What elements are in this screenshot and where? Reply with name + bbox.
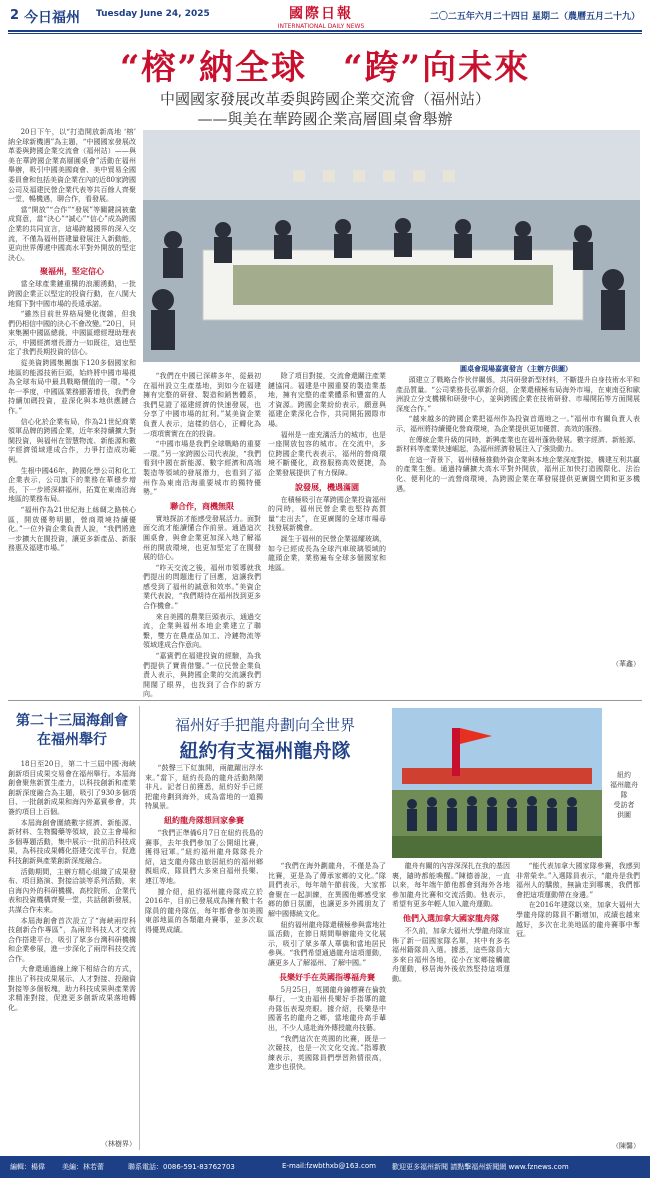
column-divider	[139, 706, 140, 1150]
caption-line: 紐約	[617, 771, 631, 779]
footer-editor: 編輯：楊偉	[10, 1163, 45, 1171]
story3-byline: （陳馨）	[612, 1142, 640, 1150]
caption-line: 福州龍舟	[610, 781, 638, 789]
date-en: Tuesday June 24, 2025	[96, 9, 210, 19]
lead-photo	[143, 130, 640, 362]
lead-headline: “榕”納全球 “跨”向未來	[119, 48, 531, 88]
masthead-logo	[273, 3, 369, 30]
story3-column-4	[516, 862, 640, 1142]
paragraph: 在這一背景下，福州積極推動外資企業與本地企業深度對接，構建互利共贏的產業生態。通過持續擴大高水平對外開放，福州正加快打造國際化、法治化、便利化的一流營商環境，為跨國企業在華發展提供更廣闊空間和更多機遇。	[396, 455, 640, 493]
story3-column-1	[145, 764, 263, 1152]
story2-title-line2: 在福州舉行	[37, 732, 107, 748]
paragraph: “越來越多的跨國企業把福州作為投資首選地之一。”福州市有關負責人表示，福州將持續優化營商環境，為企業提供更加優質、高效的服務。	[396, 415, 640, 433]
paragraph: “我們在中國已深耕多年，從最初在福州設立生產基地，到如今在福建擁有完整的研發、製造和銷售體系，我們見證了福建經濟的快速發展，也分享了中國市場的紅利。”某美資企業負責人表示，這樣的信心，正轉化為一項項實實在在的投資。	[143, 372, 261, 438]
page-number: 2	[10, 8, 20, 23]
paragraph: 在傳統企業升級的同時，新興產業也在福州蓬勃發展。數字經濟、新能源、新材料等產業快速崛起，為福州經濟發展注入了強勁動力。	[396, 435, 640, 454]
footer-designer: 美編：林若蕾	[62, 1163, 104, 1171]
paragraph: “我們在海外劃龍舟，不僅是為了比賽，更是為了傳承家鄉的文化。”隊員們表示，每年端午節前後，大家都會聚在一起訓練，在異國他鄉感受家鄉的節日氛圍，也讓更多外國朋友了解中國傳統文化。	[268, 862, 386, 918]
story2-body	[8, 760, 136, 1148]
lead-column-4	[396, 376, 640, 658]
lead-column-3	[268, 372, 386, 672]
story3-subhead-2: 長樂好手在英國指導福舟賽	[279, 971, 375, 982]
paragraph: “嘉賓們在福建投資的經驗，為我們提供了寶貴借鑒。”一位民營企業負責人表示，與跨國企業的交流讓我們開闊了眼界，也找到了合作的新方向。	[143, 652, 261, 699]
lead-subhead-1: 聚福州，堅定信心	[40, 266, 104, 277]
paragraph: 在積極吸引在華跨國企業投資福州的同時，福州民營企業也堅持高質量“走出去”，在更廣闊的全球市場尋找發展新機會。	[268, 495, 386, 533]
lead-column-2	[143, 372, 261, 699]
paragraph: 當全球產業鏈重構的浪潮湧動，一批跨國企業正以堅定的投資行動，在八閩大地寫下對中國市場的長遠承諾。	[8, 280, 136, 308]
paragraph: 紐約福州龍舟隊還積極參與當地社區活動，在節日期間舉辦龍舟文化展示，吸引了眾多華人華僑和當地居民參與。“我們希望通過龍舟這項運動，讓更多人了解福州、了解中國。”	[268, 920, 386, 967]
lead-photo-caption: 圓桌會現場嘉賓發言（主辦方供圖）	[460, 364, 572, 373]
paragraph: 在2016年建隊以來，加拿大福州大學龍舟隊的隊員不斷增加，成績也越來越好，多次在北美地區的龍舟賽事中奪冠。	[516, 901, 640, 939]
footer-email: E-mail:fzwbthxb@163.com	[282, 1162, 376, 1170]
story3-column-3	[392, 862, 510, 1152]
caption-line: 供圖	[617, 811, 631, 819]
conference-photo-drawing	[143, 130, 640, 362]
story3-column-2	[268, 862, 386, 1152]
paragraph: 本屆海創會首次設立了“海峽兩岸科技創新合作專區”，為兩岸科技人才交流合作搭建平台，吸引了眾多台灣科研機構和企業參展，進一步深化了兩岸科技交流合作。	[8, 916, 136, 963]
paragraph: “我們這次在英國的比賽，既是一次競技，也是一次文化交流。”指導教練表示，英國隊員們學習熱情很高，進步也很快。	[268, 1034, 386, 1072]
paragraph: 據介紹，紐約福州龍舟隊成立於2016年，目前已發展成為擁有數十名隊員的龍舟隊伍，每年都會參加美國東部地區的各類龍舟賽事，並多次取得優異成績。	[145, 887, 263, 934]
footer-bar	[0, 1156, 650, 1178]
story3-kicker: 福州好手把龍舟劃向全世界	[174, 716, 355, 734]
paragraph: 從美資跨國集團旗下120多個國家和地區的能源技術巨頭，始終將中國市場視為全球布局中最具戰略價值的一環。“今年一季度，中國區業務顯著增長，我們會持續加碼投資，並深化與本地供應鏈合作。”	[8, 359, 136, 416]
story2-title-line1: 第二十三屆海創會	[16, 713, 128, 729]
lead-subhead-3: 說發展，機遇滿園	[295, 481, 359, 492]
lead-byline: （華鑫）	[612, 660, 640, 668]
header-rule-thin	[8, 33, 642, 34]
story3-subhead-1: 紐約龍舟隊想回家參賽	[164, 814, 244, 825]
paragraph: “能代表加拿大國家隊參賽，我感到非常榮幸。”入選隊員表示，“龍舟是我們福州人的驕傲，無論走到哪裏，我們都會把這項運動帶在身邊。”	[516, 862, 640, 899]
story3-photo-caption	[606, 770, 642, 820]
paragraph: 大會還通過線上線下相結合的方式，推出了科技成果展示、人才對接、投融資對接等多個板塊，助力科技成果與產業需求精准對接，促進更多創新成果落地轉化。	[8, 965, 136, 1012]
paragraph: 活動期間，主辦方精心組織了成果發布、項目路演、對接洽談等系列活動，來自海內外的科研機構、高校院所、企業代表和投資機構齊聚一堂，共話創新發展，共謀合作未來。	[8, 867, 136, 914]
paragraph: 不久前，加拿大福州大學龍舟隊宣佈了新一屆國家隊名單，其中有多名福州籍隊員入選。據悉，這些隊員大多來自福州各地，從小在家鄉接觸龍舟運動，移居海外後依然堅持這項運動。	[392, 926, 510, 983]
paragraph: “雖然目前世界格局變化復雜，但我們仍相信中國的決心不會改變。”20日，貝來集團中國區總裁、中國區總經理助理表示，中國經濟增長潛力一如既往，這也堅定了我們長期投資的信心。	[8, 310, 136, 357]
paragraph: 實地探訪才能感受發展活力。面對面交流才能讀懂合作前景。通過這次圓桌會，與會企業更加深入地了解福州的開放環境，也更加堅定了在閩發展的信心。	[143, 514, 261, 562]
paragraph: 當“開放”“合作”“發展”等關鍵詞被彙成寫意，當“決心”“誠心”“信心”成為跨國企業的共同宣言，這場跨越國界的深入交流，不僅為福州搭建量發展注入新動能，更向世界傳遞中國高水平對外開放的堅定決心。	[8, 205, 136, 262]
lead-subhead-2: 聯合作，商機無限	[170, 500, 234, 511]
lead-column-1	[8, 128, 136, 688]
story2-title	[8, 712, 136, 750]
footer-phone: 聯系電話：0086-591-83762703	[128, 1163, 235, 1171]
caption-line: 隊	[620, 791, 628, 799]
lead-subtitle-1: 中國國家發展改革委與跨國企業交流會（福州站）	[159, 90, 490, 108]
paragraph: 除了項目對接，交流會還關注產業鏈協同。福建是中國重要的製造業基地，擁有完整的產業體系和豐富的人才資源。跨國企業紛紛表示，願意與福建企業深化合作，共同開拓國際市場。	[268, 372, 386, 428]
section-divider	[8, 700, 642, 701]
lead-subtitle-2: ——與美在華跨國企業高層圓桌會舉辦	[197, 110, 453, 128]
date-cn: 二〇二五年六月二十四日 星期二（農曆五月二十九）	[429, 12, 640, 22]
story3-subhead-3: 他們入選加拿大國家龍舟隊	[403, 912, 499, 923]
paragraph: “中國市場是我們全球戰略的重要一環。”另一家跨國公司代表說，“我們看到中國在新能源、數字經濟和高端製造等領域的發展潛力，也看到了福州作為東南沿海重要城市的獨特優勢。”	[143, 440, 261, 497]
paragraph: 生根中國46年，跨國化學公司和化工企業表示，公司旗下的業務在華穩步增長，下一步將深耕福州，拓寬在東南沿海地區的業務布局。	[8, 466, 136, 504]
paragraph: 誕生于福州的民營企業福耀玻璃，如今已經成長為全球汽車玻璃領域的龍頭企業，業務遍布全球多個國家和地區。	[268, 534, 386, 572]
paragraph: 龍舟有關的內容深深扎在我的基因裏，隨時都能喚醒。”陳德善說，一直以來，每年端午節他都會到海外各地參加龍舟比賽和交流活動。他表示，希望有更多年輕人加入龍舟運動。	[392, 862, 510, 909]
story3-headline: 紐約有支福州龍舟隊	[179, 740, 351, 762]
logo-cn: 國際日報	[289, 6, 353, 22]
paragraph: 福州是一座充滿活力的城市，也是一座開放包容的城市。在交流中，多位跨國企業代表表示，福州的營商環境不斷優化，政務服務高效便捷，為企業發展提供了有力保障。	[268, 430, 386, 477]
paragraph: 來自美國的農業巨頭表示，通過交流，企業與福州本地企業建立了聯繫，雙方在農產品加工、冷鏈物流等領域達成合作意向。	[143, 612, 261, 650]
paragraph: 頭建立了戰略合作伙伴關係，共同研發新型材料，不斷提升自身技術水平和產品質量。“公司業務長弘單新介紹，企業還積極布局海外市場，在東南亞和歐洲設立分支機構和研發中心，並與跨國企業在技術研發、市場開拓等方面開展深度合作。”	[396, 376, 640, 413]
footer-slogan: 歡迎更多福州新聞 請點擊福州新聞網 www.fznews.com	[392, 1163, 569, 1171]
paragraph: 本屆海創會圍繞數字經濟、新能源、新材料、生物醫藥等領域，設立主會場和多個專題活動，集中展示一批前沿科技成果，為科技成果轉化搭建交流平台，促進科技創新與產業創新深度融合。	[8, 818, 136, 865]
paragraph: “我們正準備6月7日在紐約長島的賽事，去年我們參加了公開組比賽，獲得冠軍。”紐約福州龍舟隊隊長介紹，這支龍舟隊由旅居紐約的福州鄉親組成，隊員們大多來自福州長樂、連江等地。	[145, 828, 263, 885]
logo-en: INTERNATIONAL DAILY NEWS	[277, 23, 365, 30]
header-rule	[8, 30, 642, 32]
paragraph: 20日下午，以“打造開放新高地 ‘榕’ 納全球新機遇”為主題，“中國國家發展改革委與跨國企業交流會（福州站）——與美在華跨國企業高層圓桌會”活動在福州舉辦，吸引中國美國商會、美中貿易全國委員會和包括美資企業在內的近80家跨國公司及福建民營企業代表等共百餘人齊聚一堂，暢機遇，聊合作，看發展。	[8, 128, 136, 204]
paragraph: “昨天交流之後，福州市領導就我們提出的問題進行了回應，這讓我們感受到了福州的誠意和效率。”美資企業代表說，“我們期待在福州找到更多合作機會。”	[143, 563, 261, 611]
section-name: 今日福州	[24, 10, 80, 26]
paragraph: 18日至20日，第二十三屆中國·海峽創新項目成果交易會在福州舉行。本屆海創會聚焦新質生產力，以科技創新和產業創新深度融合為主題，吸引了930多個項目、一批創新成果和海內外嘉賓參會，共簽約項目上百個。	[8, 760, 136, 816]
story3-photo	[392, 708, 602, 858]
story2-byline: （林樹界）	[101, 1140, 136, 1148]
caption-line: 受訪者	[613, 801, 635, 809]
dragon-boat-team-photo	[392, 708, 602, 858]
paragraph: 5月25日，英國龍舟錦標賽在倫敦舉行，一支由福州長樂好手指導的龍舟隊伍表現亮眼。據介紹，長樂是中國著名的龍舟之鄉，當地龍舟高手輩出，不少人遠赴海外傳授龍舟技藝。	[268, 985, 386, 1032]
paragraph: 信心化於企業布局，作為21世紀商業領軍品牌的跨國企業，近年來持續擴大對閩投資，與福州在智慧物流、新能源和數字經濟領域達成合作，力爭打造成功範例。	[8, 417, 136, 464]
paragraph: “鼓聲三下紅旗開，兩龍躍出浮水來。”當下，紐約長島的龍舟活動熱鬧非凡。記者日前獲悉，紐約好手已經把龍舟劃到海外，成為當地的一道獨特風景。	[145, 764, 263, 811]
paragraph: “福州作為21世紀海上絲綢之路核心區，開放優勢明顯，營商環境持續優化。”一位外資企業負責人說，“我們將進一步擴大在閩投資，讓更多新產品、新服務惠及福建市場。”	[8, 505, 136, 553]
